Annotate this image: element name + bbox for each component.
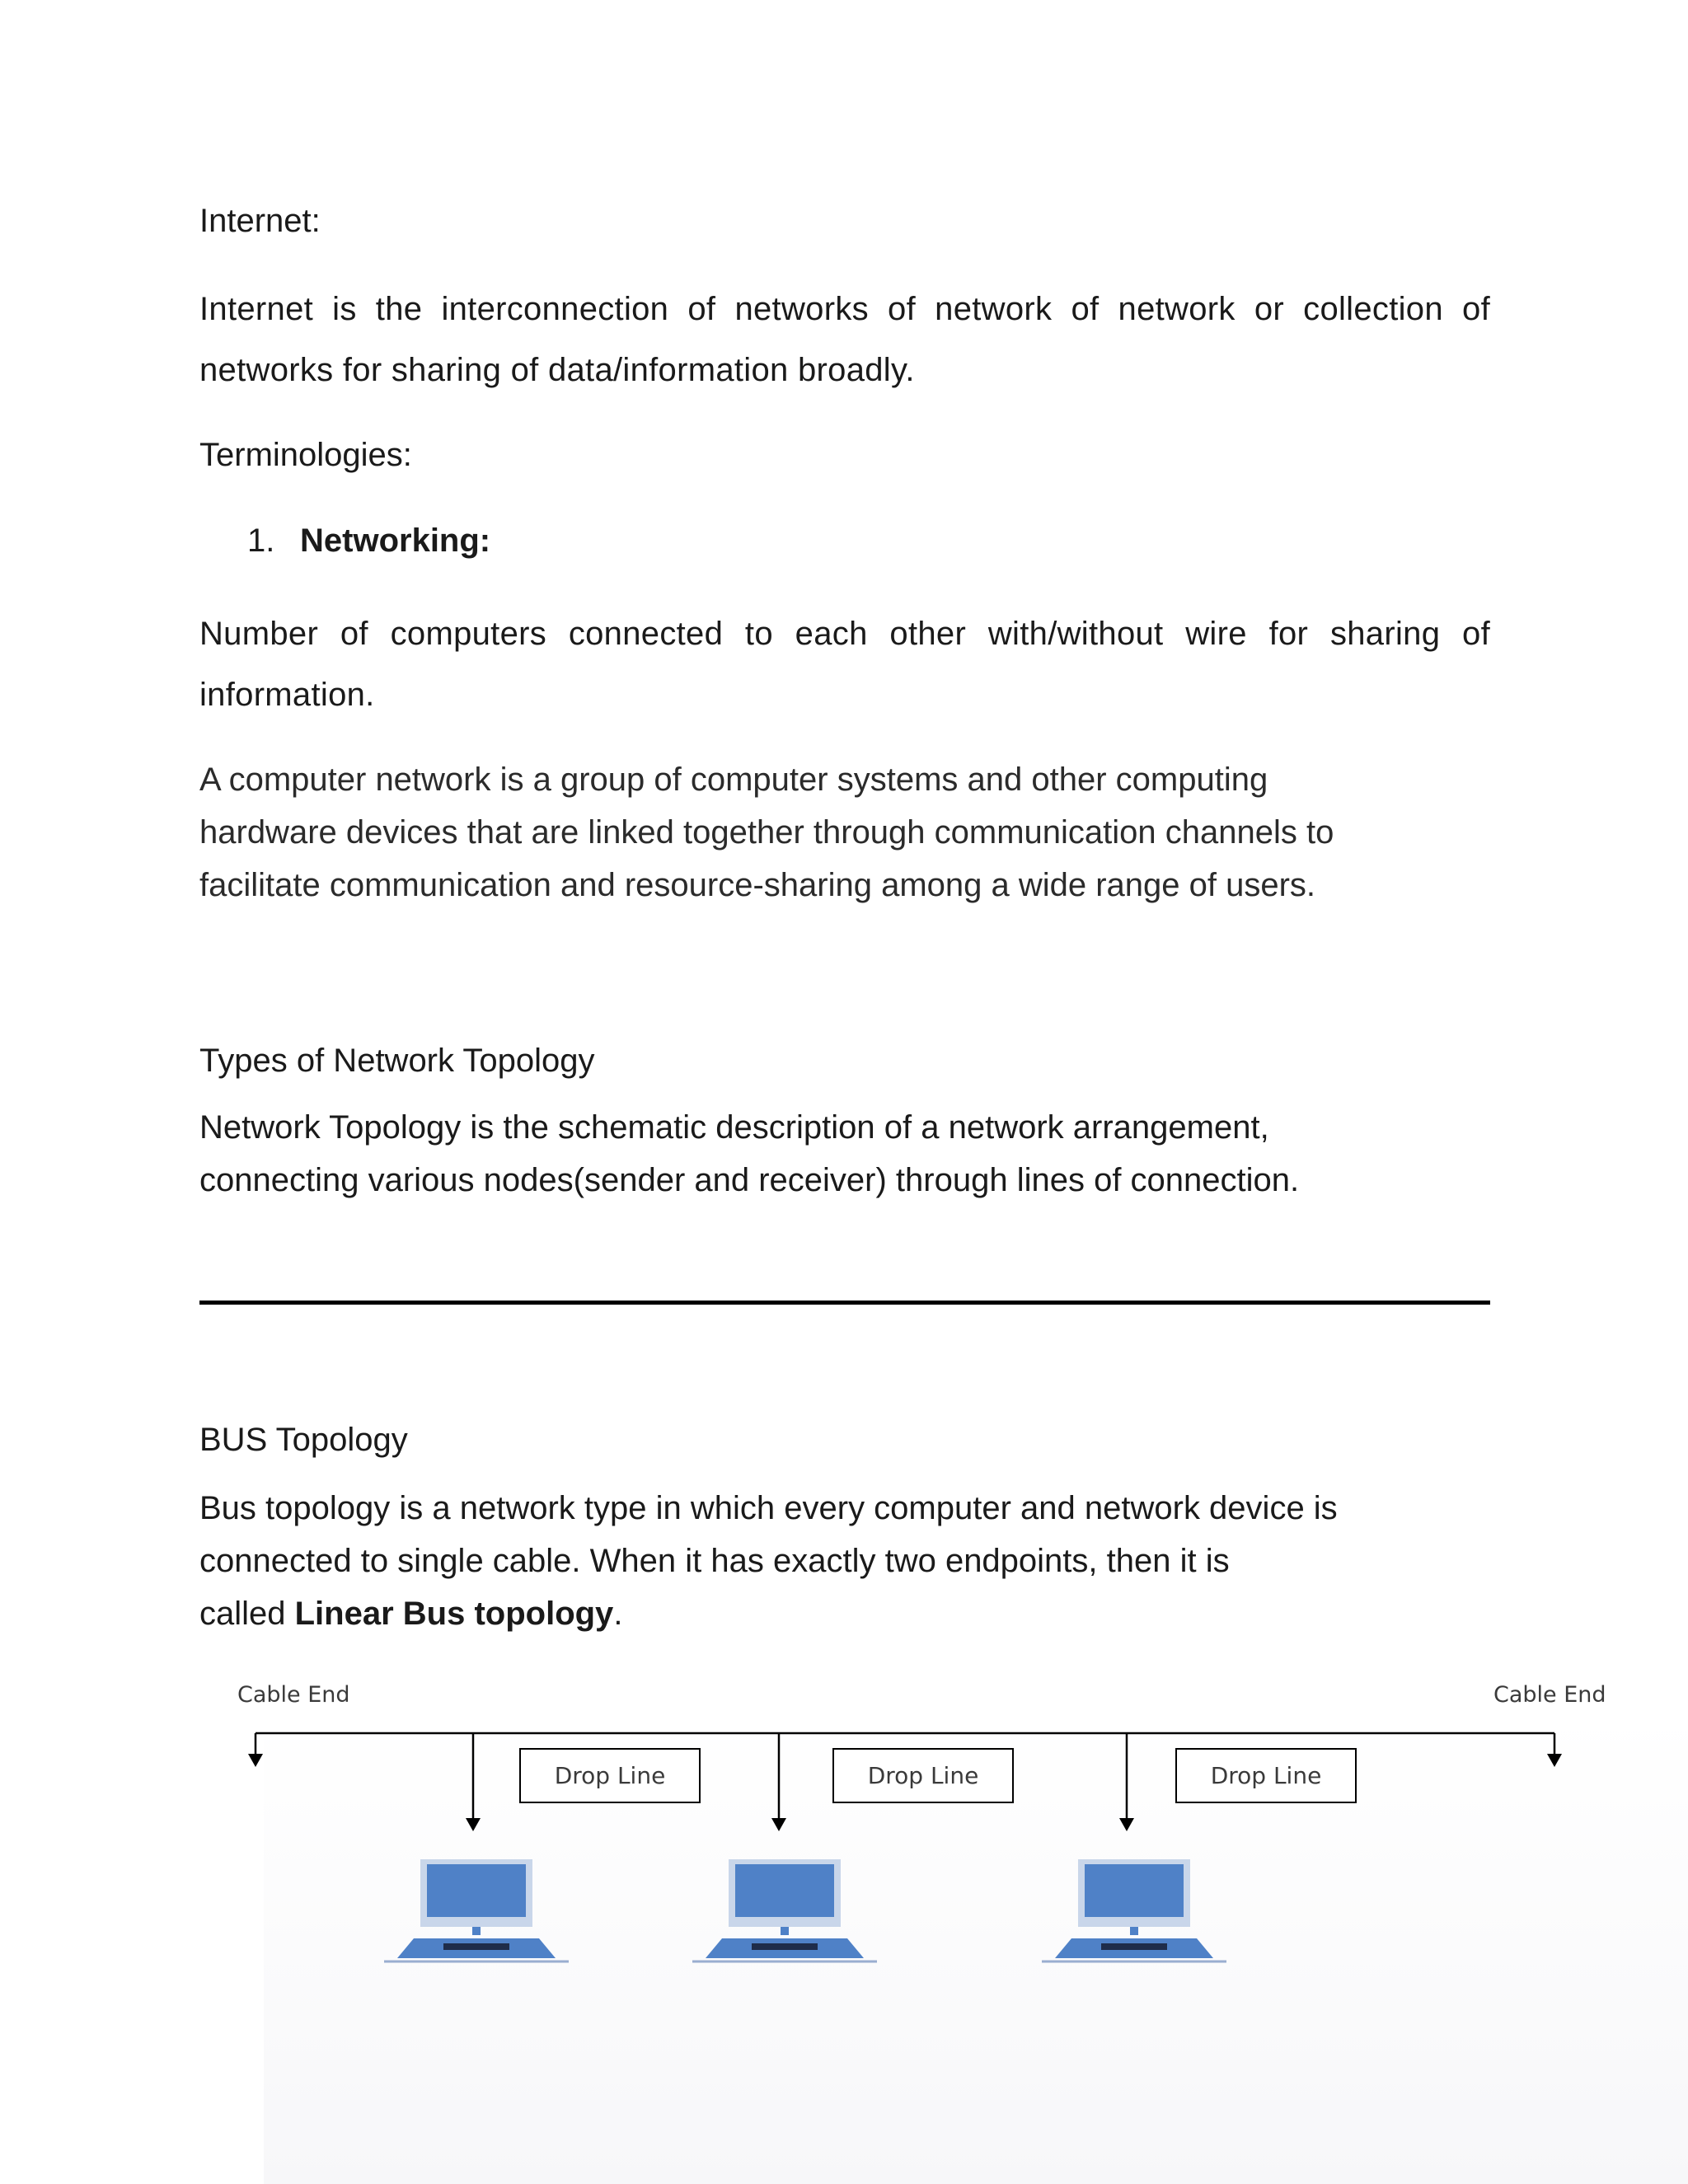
description-line: Network Topology is the schematic description of a network arrangement,: [199, 1109, 1269, 1146]
item-number: 1.: [247, 523, 275, 559]
numbered-item-networking: [247, 523, 490, 560]
horizontal-divider: [199, 1301, 1490, 1305]
drop-line-box: [833, 1749, 1013, 1802]
drop-line-label: Drop Line: [1210, 1762, 1322, 1789]
bus-topology-heading: BUS Topology: [199, 1422, 408, 1458]
description-line: hardware devices that are linked together through communication channels to: [199, 814, 1334, 851]
description-line: connected to single cable. When it has exactly two endpoints, then it is: [199, 1543, 1230, 1579]
drop-line-box: [520, 1749, 700, 1802]
computer-icon: [1042, 1859, 1226, 1961]
cable-end-label-left: Cable End: [237, 1682, 350, 1708]
types-of-topology-description: [199, 1101, 1299, 1207]
networking-definition: Number of computers connected to each other with/without wire for sharing of information.: [199, 616, 1490, 713]
description-line: A computer network is a group of computer systems and other computing: [199, 762, 1268, 798]
drop-line-label: Drop Line: [554, 1762, 666, 1789]
text-run: .: [613, 1596, 623, 1632]
description-line: connecting various nodes(sender and receiver) through lines of connection.: [199, 1162, 1300, 1198]
drop-arrow: [466, 1733, 481, 1831]
drop-arrow: [1119, 1733, 1134, 1831]
cable-end-label-right: Cable End: [1493, 1682, 1606, 1708]
drop-line-label: Drop Line: [867, 1762, 979, 1789]
types-of-topology-heading: Types of Network Topology: [199, 1043, 595, 1079]
computer-icon: [692, 1859, 877, 1961]
drop-line-box: [1176, 1749, 1356, 1802]
computer-network-description: [199, 753, 1334, 912]
item-label: Networking:: [300, 523, 491, 559]
terminologies-heading: Terminologies:: [199, 437, 412, 473]
description-line: [199, 1587, 1338, 1640]
description-line: Bus topology is a network type in which every computer and network device is: [199, 1490, 1338, 1526]
description-line: facilitate communication and resource-sharing among a wide range of users.: [199, 867, 1316, 903]
internet-definition: Internet is the interconnection of networks of network of network or collection of networks for sharing of data/information broadly.: [199, 291, 1490, 388]
internet-heading: Internet:: [199, 203, 321, 239]
cable-end-arrow-right: [1547, 1733, 1562, 1767]
linear-bus-term: Linear Bus topology: [294, 1596, 614, 1632]
text-run: called: [199, 1596, 295, 1632]
bus-topology-diagram: [0, 1665, 1688, 2011]
computer-icon: [384, 1859, 569, 1961]
drop-arrow: [771, 1733, 786, 1831]
cable-end-arrow-left: [248, 1733, 263, 1767]
bus-topology-description: [199, 1482, 1338, 1640]
